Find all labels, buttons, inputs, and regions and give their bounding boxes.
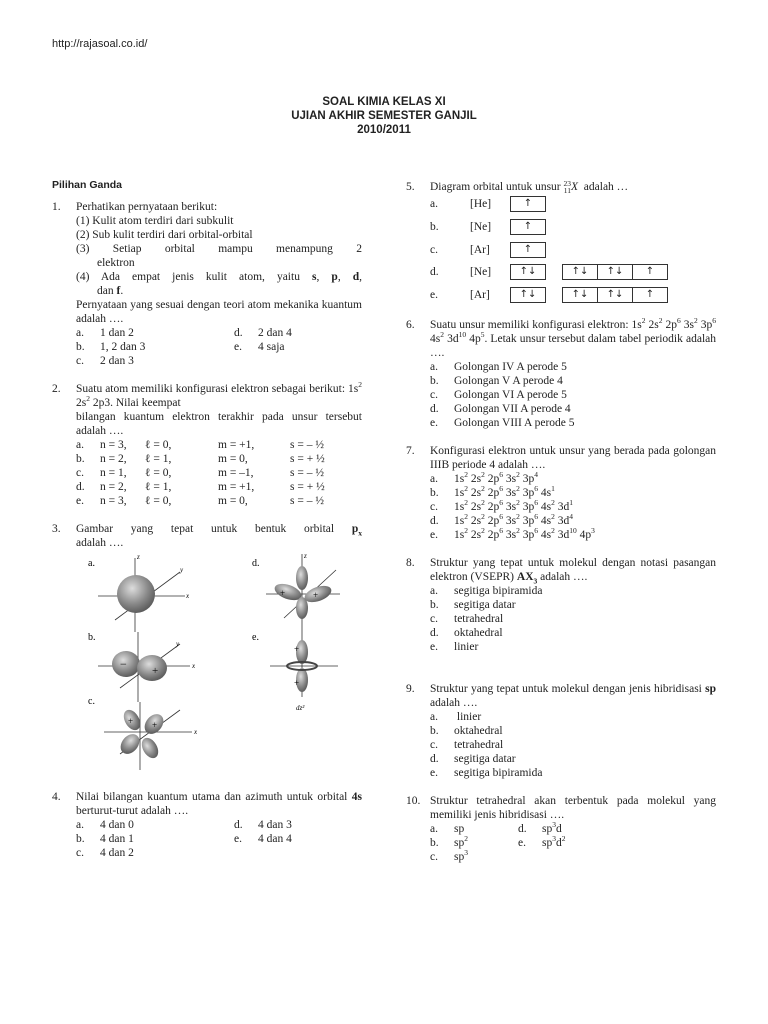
question-number: 8. bbox=[406, 557, 415, 569]
question-number: 1. bbox=[52, 201, 61, 213]
question-7 bbox=[406, 444, 716, 542]
title-line-1: SOAL KIMIA KELAS XI bbox=[322, 96, 446, 108]
statement-2: (2) Sub kulit terdiri dari orbital-orbital bbox=[76, 229, 253, 241]
svg-text:y: y bbox=[176, 640, 180, 648]
option-d[interactable]: d. 2 dan 4 bbox=[234, 327, 292, 339]
option-e[interactable]: e. [Ar] ↑↓ ↑↓ ↑↓ ↑ bbox=[430, 287, 676, 303]
svg-text:−: − bbox=[120, 657, 127, 671]
option-a[interactable]: a. 1 dan 2 bbox=[76, 327, 134, 339]
svg-text:+: + bbox=[294, 644, 300, 654]
option-a[interactable]: a. sp bbox=[430, 823, 465, 835]
option-d[interactable]: d. oktahedral bbox=[430, 627, 503, 639]
statement-4-cont: dan f. bbox=[97, 285, 124, 297]
q2-cell: b. bbox=[76, 453, 85, 465]
option-b[interactable]: b. segitiga datar bbox=[430, 599, 516, 611]
option-b[interactable]: b. oktahedral bbox=[430, 725, 503, 737]
q2-cell: m = +1, bbox=[218, 481, 255, 493]
option-e[interactable]: e. 4 saja bbox=[234, 341, 285, 353]
option-b[interactable]: b. 4 dan 1 bbox=[76, 833, 134, 845]
option-c[interactable]: c. 2 dan 3 bbox=[76, 355, 134, 367]
option-a[interactable]: a. [He] ↑ bbox=[430, 196, 554, 212]
question-stem-cont: bilangan kuantum elektron terakhir pada unsur tersebut adalah …. bbox=[76, 411, 362, 437]
q2-cell: s = – ½ bbox=[290, 439, 324, 451]
q2-cell: s = + ½ bbox=[290, 453, 325, 465]
question-number: 6. bbox=[406, 319, 415, 331]
question-stem: Suatu atom memiliki konfigurasi elektron sebagai berikut: $1s^2$ $2s^2$ 2p3. Nilai keempat bbox=[76, 380, 362, 409]
q2-cell: n = 1, bbox=[100, 467, 127, 479]
question-number: 3. bbox=[52, 523, 61, 535]
svg-text:+: + bbox=[313, 590, 319, 600]
option-a-sphere-figure[interactable] bbox=[88, 553, 190, 632]
left-column bbox=[52, 200, 362, 550]
question-1 bbox=[52, 200, 362, 368]
q2-cell: ℓ = 0, bbox=[145, 439, 172, 451]
q2-cell: ℓ = 1, bbox=[145, 481, 172, 493]
option-d[interactable]: d. $1s^2$ $2s^2$ $2p^6$ $3s^2$ $3p^6$ $4s^2$ $3d^4$ bbox=[430, 512, 573, 527]
option-d[interactable]: d. segitiga datar bbox=[430, 753, 516, 765]
q2-cell: s = + ½ bbox=[290, 481, 325, 493]
q2-cell: s = – ½ bbox=[290, 467, 324, 479]
question-number: 2. bbox=[52, 383, 61, 395]
option-a[interactable]: a. segitiga bipiramida bbox=[430, 585, 543, 597]
question-number: 10. bbox=[406, 795, 421, 807]
title-line-3: 2010/2011 bbox=[357, 124, 411, 136]
svg-text:z: z bbox=[304, 552, 307, 560]
question-stem-cont: adalah …. bbox=[76, 537, 124, 549]
q2-cell: d. bbox=[76, 481, 85, 493]
option-d[interactable]: d. $sp^3d$ bbox=[518, 820, 562, 835]
q2-cell: m = 0, bbox=[218, 453, 248, 465]
q2-options bbox=[76, 438, 362, 508]
svg-text:dz²: dz² bbox=[296, 704, 305, 712]
svg-text:e.: e. bbox=[252, 632, 259, 643]
q2-cell: e. bbox=[76, 495, 84, 507]
svg-text:b.: b. bbox=[88, 632, 96, 643]
question-stem: Pernyataan yang sesuai dengan teori atom mekanika kuantum adalah …. bbox=[76, 299, 362, 325]
statement-4: (4) Ada empat jenis kulit atom, yaitu s, p, d, bbox=[76, 271, 363, 283]
option-b[interactable] bbox=[76, 452, 362, 466]
option-a[interactable]: a. 4 dan 0 bbox=[76, 819, 134, 831]
option-b[interactable]: b. $1s^2$ $2s^2$ $2p^6$ $3s^2$ $3p^6$ $4s^1$ bbox=[430, 484, 555, 499]
question-8 bbox=[406, 556, 716, 654]
question-stem: Nilai bilangan kuantum utama dan azimuth untuk orbital 4s berturut-turut adalah …. bbox=[76, 791, 362, 817]
svg-text:x: x bbox=[194, 728, 198, 736]
q2-cell: m = +1, bbox=[218, 439, 255, 451]
question-4 bbox=[52, 790, 362, 860]
question-9 bbox=[406, 682, 716, 780]
option-b[interactable]: b. 1, 2 dan 3 bbox=[76, 341, 146, 353]
option-b[interactable]: b. [Ne] ↑ bbox=[430, 219, 554, 235]
section-label: Pilihan Ganda bbox=[52, 179, 123, 191]
option-e[interactable]: e. $1s^2$ $2s^2$ $2p^6$ $3s^2$ $3p^6$ $4s^2$ $3d^{10}$ $4p^3$ bbox=[430, 526, 595, 541]
option-a[interactable]: a. $1s^2$ $2s^2$ $2p^6$ $3s^2$ $3p^4$ bbox=[430, 470, 538, 485]
q2-cell: n = 3, bbox=[100, 439, 127, 451]
question-stem: Struktur yang tepat untuk molekul dengan notasi pasangan elektron (VSEPR) $AX_3$ adalah …. bbox=[430, 557, 716, 586]
option-c[interactable]: c. $1s^2$ $2s^2$ $2p^6$ $3s^2$ $3p^6$ $4s^2$ $3d^1$ bbox=[430, 498, 573, 513]
question-10 bbox=[406, 794, 716, 864]
question-stem: Struktur tetrahedral akan terbentuk pada molekul yang memiliki jenis hibridisasi …. bbox=[430, 795, 716, 821]
q2-cell: s = – ½ bbox=[290, 495, 324, 507]
option-c[interactable] bbox=[76, 466, 362, 480]
q2-cell: ℓ = 0, bbox=[145, 495, 172, 507]
statement-1: (1) Kulit atom terdiri dari subkulit bbox=[76, 215, 234, 227]
source-url: http://rajasoal.co.id/ bbox=[52, 38, 148, 50]
option-d[interactable]: d. Golongan VII A perode 4 bbox=[430, 403, 571, 415]
option-a[interactable]: a. Golongan IV A perode 5 bbox=[430, 361, 567, 373]
option-c[interactable]: c. tetrahedral bbox=[430, 739, 504, 751]
svg-text:c.: c. bbox=[88, 696, 95, 707]
question-6 bbox=[406, 318, 716, 430]
option-b[interactable]: b. Golongan V A perode 4 bbox=[430, 375, 563, 387]
option-a[interactable] bbox=[76, 438, 362, 452]
q2-cell: ℓ = 1, bbox=[145, 453, 172, 465]
q2-cell: a. bbox=[76, 439, 84, 451]
svg-text:a.: a. bbox=[88, 558, 95, 569]
svg-text:z: z bbox=[137, 553, 140, 561]
option-e[interactable]: e. segitiga bipiramida bbox=[430, 767, 543, 779]
question-number: 9. bbox=[406, 683, 415, 695]
q2-cell: ℓ = 0, bbox=[145, 467, 172, 479]
question-number: 7. bbox=[406, 445, 415, 457]
title-line-2: UJIAN AKHIR SEMESTER GANJIL bbox=[291, 110, 477, 122]
svg-text:x: x bbox=[192, 662, 196, 670]
question-stem: Suatu unsur memiliki konfigurasi elektron: $1s^2$ $2s^2$ $2p^6$ $3s^2$ $3p^6$ $4s^2$ $3d^{10}$ $4p^5$. Letak unsur tersebut dalam tabel periodik adalah …. bbox=[430, 316, 717, 359]
question-stem: Struktur yang tepat untuk molekul dengan jenis hibridisasi sp adalah …. bbox=[430, 683, 716, 709]
option-b-two-lobe-figure[interactable] bbox=[88, 632, 196, 702]
q2-cell: n = 2, bbox=[100, 453, 127, 465]
orbital-figures bbox=[80, 552, 340, 772]
option-e[interactable]: e. 4 dan 4 bbox=[234, 833, 292, 845]
svg-text:+: + bbox=[152, 665, 159, 677]
question-number: 5. bbox=[406, 181, 415, 193]
q2-cell: m = –1, bbox=[218, 467, 254, 479]
svg-text:y: y bbox=[180, 566, 184, 574]
question-2 bbox=[52, 382, 362, 508]
question-5 bbox=[406, 180, 716, 194]
option-c[interactable]: c. $sp^3$ bbox=[430, 848, 468, 863]
question-text: Perhatikan pernyataan berikut: bbox=[76, 201, 218, 213]
option-d[interactable] bbox=[76, 480, 362, 494]
option-c-four-lobe-figure[interactable] bbox=[88, 696, 198, 770]
q5-options bbox=[430, 196, 730, 306]
svg-text:+: + bbox=[280, 588, 286, 598]
option-a[interactable]: a. linier bbox=[430, 711, 482, 723]
svg-text:d.: d. bbox=[252, 558, 260, 569]
q2-cell: n = 3, bbox=[100, 495, 127, 507]
q2-cell: m = 0, bbox=[218, 495, 248, 507]
option-d[interactable]: d. [Ne] ↑↓ ↑↓ ↑↓ ↑ bbox=[430, 264, 676, 280]
svg-text:+: + bbox=[128, 716, 134, 726]
option-e[interactable] bbox=[76, 494, 362, 508]
statement-3: (3) Setiap orbital mampu menampung 2 bbox=[76, 243, 362, 255]
option-d-four-lobe-figure[interactable] bbox=[252, 552, 340, 632]
option-e[interactable]: e. $sp^3d^2$ bbox=[518, 834, 566, 849]
q2-cell: c. bbox=[76, 467, 84, 479]
option-e[interactable]: e. linier bbox=[430, 641, 479, 653]
option-d[interactable]: d. 4 dan 3 bbox=[234, 819, 292, 831]
option-c[interactable]: c. [Ar] ↑ bbox=[430, 242, 554, 258]
option-b[interactable]: b. $sp^2$ bbox=[430, 834, 468, 849]
statement-3-cont: elektron bbox=[97, 257, 135, 269]
svg-text:+: + bbox=[152, 720, 158, 730]
option-c[interactable]: c. 4 dan 2 bbox=[76, 847, 134, 859]
question-stem: Konfigurasi elektron untuk unsur yang berada pada golongan IIIB periode 4 adalah …. bbox=[430, 445, 716, 471]
option-e[interactable]: e. Golongan VIII A perode 5 bbox=[430, 417, 575, 429]
svg-text:+: + bbox=[294, 678, 300, 688]
question-number: 4. bbox=[52, 791, 61, 803]
question-stem: Gambar yang tepat untuk bentuk orbital $p_x$ bbox=[76, 523, 362, 538]
option-e-dz2-figure[interactable] bbox=[252, 632, 338, 712]
question-3 bbox=[52, 522, 362, 550]
svg-text:x: x bbox=[186, 592, 190, 600]
option-c[interactable]: c. Golongan VI A perode 5 bbox=[430, 389, 567, 401]
q2-cell: n = 2, bbox=[100, 481, 127, 493]
option-c[interactable]: c. tetrahedral bbox=[430, 613, 504, 625]
question-stem: Diagram orbital untuk unsur 23 11X adalah … bbox=[430, 179, 629, 195]
